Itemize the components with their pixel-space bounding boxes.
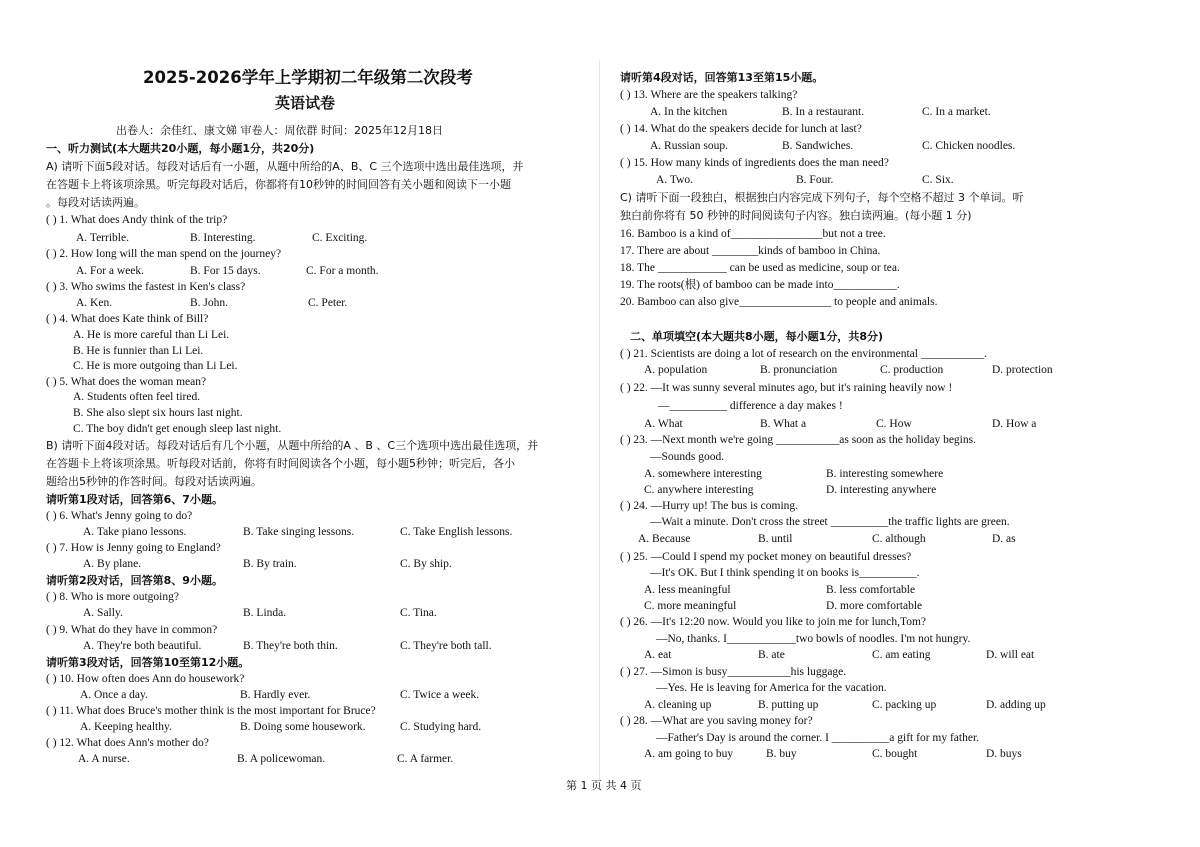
dialogue-3-heading: 请听第3段对话，回答第10至第12小题。 xyxy=(46,656,250,669)
q25-option-b: B. less comfortable xyxy=(826,584,916,596)
dialogue-1-heading: 请听第1段对话，回答第6、7小题。 xyxy=(46,493,223,506)
question-18: 18. The ____________ can be used as medicine, soup or tea. xyxy=(620,262,900,274)
q4-option-b: B. He is funnier than Li Lei. xyxy=(73,345,204,357)
question-13: ( ) 13. Where are the speakers talking? xyxy=(620,89,798,101)
q25-option-d: D. more comfortable xyxy=(826,600,923,612)
q3-option-c: C. Peter. xyxy=(308,297,348,309)
q10-option-b: B. Hardly ever. xyxy=(240,689,311,701)
q24-option-d: D. as xyxy=(992,533,1016,545)
part-a-instruction: 在答题卡上将该项涂黑。听完每段对话后，你都将有10秒钟的时间回答有关小题和阅读下一小题 xyxy=(46,178,511,191)
q23-option-d: D. interesting anywhere xyxy=(826,484,937,496)
q11-option-a: A. Keeping healthy. xyxy=(80,721,172,733)
q4-option-a: A. He is more careful than Li Lei. xyxy=(73,329,230,341)
q26-option-d: D. will eat xyxy=(986,649,1035,661)
q23-option-c: C. anywhere interesting xyxy=(644,484,754,496)
q9-option-b: B. They're both thin. xyxy=(243,640,338,652)
question-21: ( ) 21. Scientists are doing a lot of research on the environmental ___________. xyxy=(620,348,987,360)
question-16: 16. Bamboo is a kind of________________but not a tree. xyxy=(620,228,886,240)
question-23: ( ) 23. —Next month we're going ___________as soon as the holiday begins. xyxy=(620,434,976,446)
exam-title: 2025-2026学年上学期初二年级第二次段考 xyxy=(143,68,473,87)
exam-subtitle: 英语试卷 xyxy=(275,94,336,112)
part-a-instruction: A) 请听下面5段对话。每段对话后有一小题，从题中所给的A、B、C 三个选项中选出最佳选项，并 xyxy=(46,160,524,173)
q9-option-c: C. They're both tall. xyxy=(400,640,492,652)
q24-option-c: C. although xyxy=(872,533,926,545)
part-a-instruction: 。每段对话读两遍。 xyxy=(46,196,145,209)
q23-response: —Sounds good. xyxy=(650,451,725,463)
q24-option-a: A. Because xyxy=(638,533,691,545)
question-8: ( ) 8. Who is more outgoing? xyxy=(46,591,179,603)
q4-option-c: C. He is more outgoing than Li Lei. xyxy=(73,360,238,372)
question-19: 19. The roots(根) of bamboo can be made into___________. xyxy=(620,279,900,291)
part-b-instruction: B) 请听下面4段对话。每段对话后有几个小题，从题中所给的A 、B 、C三个选项中选出最佳选项，并 xyxy=(46,439,539,452)
q26-option-b: B. ate xyxy=(758,649,785,661)
q10-option-a: A. Once a day. xyxy=(80,689,148,701)
q12-option-b: B. A policewoman. xyxy=(237,753,326,765)
q28-option-b: B. buy xyxy=(766,748,797,760)
question-25: ( ) 25. —Could I spend my pocket money on beautiful dresses? xyxy=(620,551,912,563)
q24-response: —Wait a minute. Don't cross the street __________the traffic lights are green. xyxy=(650,516,1010,528)
q13-option-a: A. In the kitchen xyxy=(650,106,728,118)
question-7: ( ) 7. How is Jenny going to England? xyxy=(46,542,221,554)
question-26: ( ) 26. —It's 12:20 now. Would you like to join me for lunch,Tom? xyxy=(620,616,927,628)
q7-option-c: C. By ship. xyxy=(400,558,452,570)
column-divider xyxy=(599,60,600,780)
q26-response: —No, thanks. I____________two bowls of noodles. I'm not hungry. xyxy=(656,633,971,645)
q1-option-b: B. Interesting. xyxy=(190,232,256,244)
q27-option-a: A. cleaning up xyxy=(644,699,712,711)
q10-option-c: C. Twice a week. xyxy=(400,689,480,701)
q21-option-d: D. protection xyxy=(992,364,1053,376)
exam-meta: 出卷人：余佳红、康文娣 审卷人：周依群 时间：2025年12月18日 xyxy=(116,124,443,137)
q24-option-b: B. until xyxy=(758,533,793,545)
part-c-instruction: 独白前你将有 50 秒钟的时间阅读句子内容。独白读两遍。(每小题 1 分) xyxy=(620,209,972,222)
question-24: ( ) 24. —Hurry up! The bus is coming. xyxy=(620,500,799,512)
question-28: ( ) 28. —What are you saving money for? xyxy=(620,715,813,727)
page-footer: 第 1 页 共 4 页 xyxy=(566,779,642,792)
q28-option-c: C. bought xyxy=(872,748,918,760)
q22-response: —__________ difference a day makes ! xyxy=(658,400,843,412)
question-1: ( ) 1. What does Andy think of the trip? xyxy=(46,214,228,226)
q2-option-a: A. For a week. xyxy=(76,265,145,277)
q26-option-a: A. eat xyxy=(644,649,672,661)
q5-option-b: B. She also slept six hours last night. xyxy=(73,407,243,419)
q7-option-b: B. By train. xyxy=(243,558,297,570)
question-5: ( ) 5. What does the woman mean? xyxy=(46,376,207,388)
part-c-instruction: C) 请听下面一段独白，根据独白内容完成下列句子，每个空格不超过 3 个单词。听 xyxy=(620,191,1024,204)
question-3: ( ) 3. Who swims the fastest in Ken's class? xyxy=(46,281,246,293)
q21-option-c: C. production xyxy=(880,364,944,376)
q11-option-b: B. Doing some housework. xyxy=(240,721,366,733)
q14-option-a: A. Russian soup. xyxy=(650,140,728,152)
question-9: ( ) 9. What do they have in common? xyxy=(46,624,218,636)
q7-option-a: A. By plane. xyxy=(83,558,142,570)
question-11: ( ) 11. What does Bruce's mother think is the most important for Bruce? xyxy=(46,705,376,717)
question-2: ( ) 2. How long will the man spend on the journey? xyxy=(46,248,282,260)
q23-option-a: A. somewhere interesting xyxy=(644,468,762,480)
q6-option-c: C. Take English lessons. xyxy=(400,526,513,538)
q14-option-b: B. Sandwiches. xyxy=(782,140,854,152)
question-4: ( ) 4. What does Kate think of Bill? xyxy=(46,313,209,325)
question-27: ( ) 27. —Simon is busy___________his luggage. xyxy=(620,666,847,678)
q3-option-a: A. Ken. xyxy=(76,297,113,309)
q25-option-c: C. more meaningful xyxy=(644,600,737,612)
q5-option-c: C. The boy didn't get enough sleep last night. xyxy=(73,423,282,435)
q2-option-c: C. For a month. xyxy=(306,265,379,277)
dialogue-2-heading: 请听第2段对话，回答第8、9小题。 xyxy=(46,574,223,587)
q21-option-a: A. population xyxy=(644,364,708,376)
q11-option-c: C. Studying hard. xyxy=(400,721,482,733)
q22-option-b: B. What a xyxy=(760,418,807,430)
q22-option-d: D. How a xyxy=(992,418,1037,430)
question-22: ( ) 22. —It was sunny several minutes ago, but it's raining heavily now ! xyxy=(620,382,953,394)
question-15: ( ) 15. How many kinds of ingredients does the man need? xyxy=(620,157,889,169)
q6-option-a: A. Take piano lessons. xyxy=(83,526,187,538)
q9-option-a: A. They're both beautiful. xyxy=(83,640,202,652)
q23-option-b: B. interesting somewhere xyxy=(826,468,944,480)
q15-option-b: B. Four. xyxy=(796,174,834,186)
q13-option-c: C. In a market. xyxy=(922,106,991,118)
q25-response: —It's OK. But I think spending it on books is__________. xyxy=(650,567,920,579)
q22-option-c: C. How xyxy=(876,418,912,430)
q27-option-d: D. adding up xyxy=(986,699,1046,711)
q2-option-b: B. For 15 days. xyxy=(190,265,261,277)
q27-option-b: B. putting up xyxy=(758,699,819,711)
q8-option-b: B. Linda. xyxy=(243,607,287,619)
q15-option-a: A. Two. xyxy=(656,174,693,186)
q27-response: —Yes. He is leaving for America for the vacation. xyxy=(656,682,887,694)
q15-option-c: C. Six. xyxy=(922,174,954,186)
q25-option-a: A. less meaningful xyxy=(644,584,731,596)
q12-option-a: A. A nurse. xyxy=(78,753,130,765)
section-2-heading: 二、单项填空(本大题共8小题，每小题1分，共8分) xyxy=(630,330,884,343)
q14-option-c: C. Chicken noodles. xyxy=(922,140,1016,152)
section-1-heading: 一、听力测试(本大题共20小题，每小题1分，共20分) xyxy=(46,142,315,155)
q28-option-d: D. buys xyxy=(986,748,1022,760)
q28-response: —Father's Day is around the corner. I __________a gift for my father. xyxy=(656,732,980,744)
q5-option-a: A. Students often feel tired. xyxy=(73,391,201,403)
question-14: ( ) 14. What do the speakers decide for lunch at last? xyxy=(620,123,862,135)
q3-option-b: B. John. xyxy=(190,297,229,309)
question-10: ( ) 10. How often does Ann do housework? xyxy=(46,673,245,685)
q13-option-b: B. In a restaurant. xyxy=(782,106,865,118)
question-12: ( ) 12. What does Ann's mother do? xyxy=(46,737,209,749)
question-6: ( ) 6. What's Jenny going to do? xyxy=(46,510,193,522)
q26-option-c: C. am eating xyxy=(872,649,931,661)
q12-option-c: C. A farmer. xyxy=(397,753,454,765)
part-b-instruction: 在答题卡上将该项涂黑。听每段对话前，你将有时间阅读各个小题，每小题5秒钟；听完后，各小 xyxy=(46,457,515,470)
q27-option-c: C. packing up xyxy=(872,699,937,711)
q1-option-c: C. Exciting. xyxy=(312,232,368,244)
part-b-instruction: 题给出5秒钟的作答时间。每段对话读两遍。 xyxy=(46,475,262,488)
q1-option-a: A. Terrible. xyxy=(76,232,129,244)
q21-option-b: B. pronunciation xyxy=(760,364,838,376)
q8-option-a: A. Sally. xyxy=(83,607,123,619)
question-17: 17. There are about ________kinds of bamboo in China. xyxy=(620,245,881,257)
q22-option-a: A. What xyxy=(644,418,683,430)
q8-option-c: C. Tina. xyxy=(400,607,437,619)
question-20: 20. Bamboo can also give________________ to people and animals. xyxy=(620,296,938,308)
q6-option-b: B. Take singing lessons. xyxy=(243,526,355,538)
dialogue-4-heading: 请听第4段对话，回答第13至第15小题。 xyxy=(620,71,824,84)
q28-option-a: A. am going to buy xyxy=(644,748,734,760)
